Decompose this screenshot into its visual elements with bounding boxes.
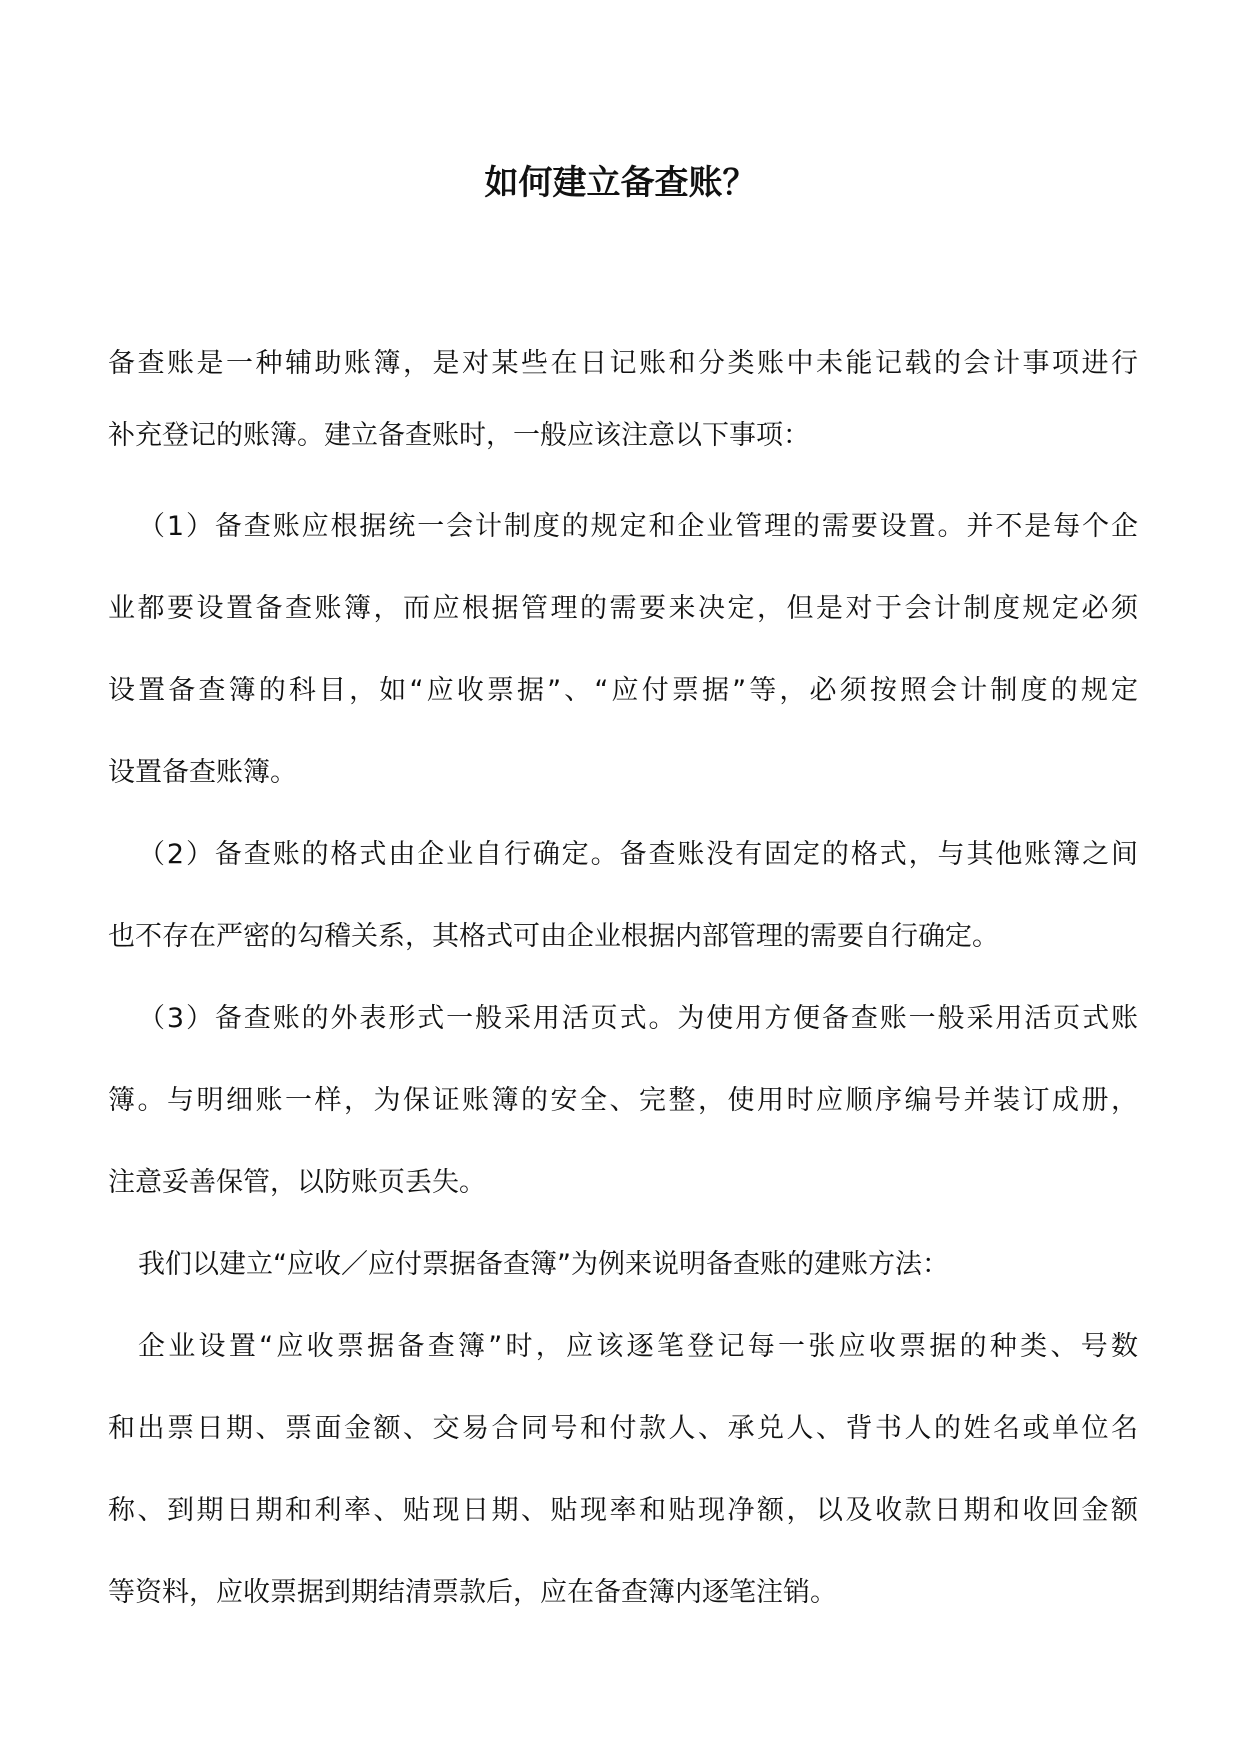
paragraph-line: 和出票日期、票面金额、交易合同号和付款人、承兑人、背书人的姓名或单位名 [108, 1413, 1138, 1444]
paragraph-line: 称、到期日期和利率、贴现日期、贴现率和贴现净额，以及收款日期和收回金额 [108, 1495, 1138, 1526]
paragraph-line: 备查账是一种辅助账簿，是对某些在日记账和分类账中未能记载的会计事项进行 [108, 348, 1138, 379]
paragraph-line: （2）备查账的格式由企业自行确定。备查账没有固定的格式，与其他账簿之间 [138, 839, 1138, 870]
paragraph-line: 我们以建立“应收／应付票据备查簿”为例来说明备查账的建账方法： [138, 1249, 949, 1280]
paragraph-line: 等资料，应收票据到期结清票款后，应在备查簿内逐笔注销。 [108, 1577, 837, 1608]
paragraph-line: 企业设置“应收票据备查簿”时，应该逐笔登记每一张应收票据的种类、号数 [138, 1331, 1138, 1362]
paragraph-line: 簿。与明细账一样，为保证账簿的安全、完整，使用时应顺序编号并装订成册， [108, 1085, 1138, 1116]
paragraph-line: 设置备查账簿。 [108, 757, 297, 788]
paragraph-line: 补充登记的账簿。建立备查账时，一般应该注意以下事项： [108, 420, 810, 451]
paragraph-line: （3）备查账的外表形式一般采用活页式。为使用方便备查账一般采用活页式账 [138, 1003, 1138, 1034]
paragraph-line: （1）备查账应根据统一会计制度的规定和企业管理的需要设置。并不是每个企 [138, 511, 1138, 542]
paragraph-line: 业都要设置备查账簿，而应根据管理的需要来决定，但是对于会计制度规定必须 [108, 593, 1138, 624]
document-title: 如何建立备查账？ [484, 163, 757, 203]
paragraph-line: 也不存在严密的勾稽关系，其格式可由企业根据内部管理的需要自行确定。 [108, 921, 999, 952]
paragraph-line: 设置备查簿的科目，如“应收票据”、“应付票据”等，必须按照会计制度的规定 [108, 675, 1138, 706]
paragraph-line: 注意妥善保管，以防账页丢失。 [108, 1167, 486, 1198]
